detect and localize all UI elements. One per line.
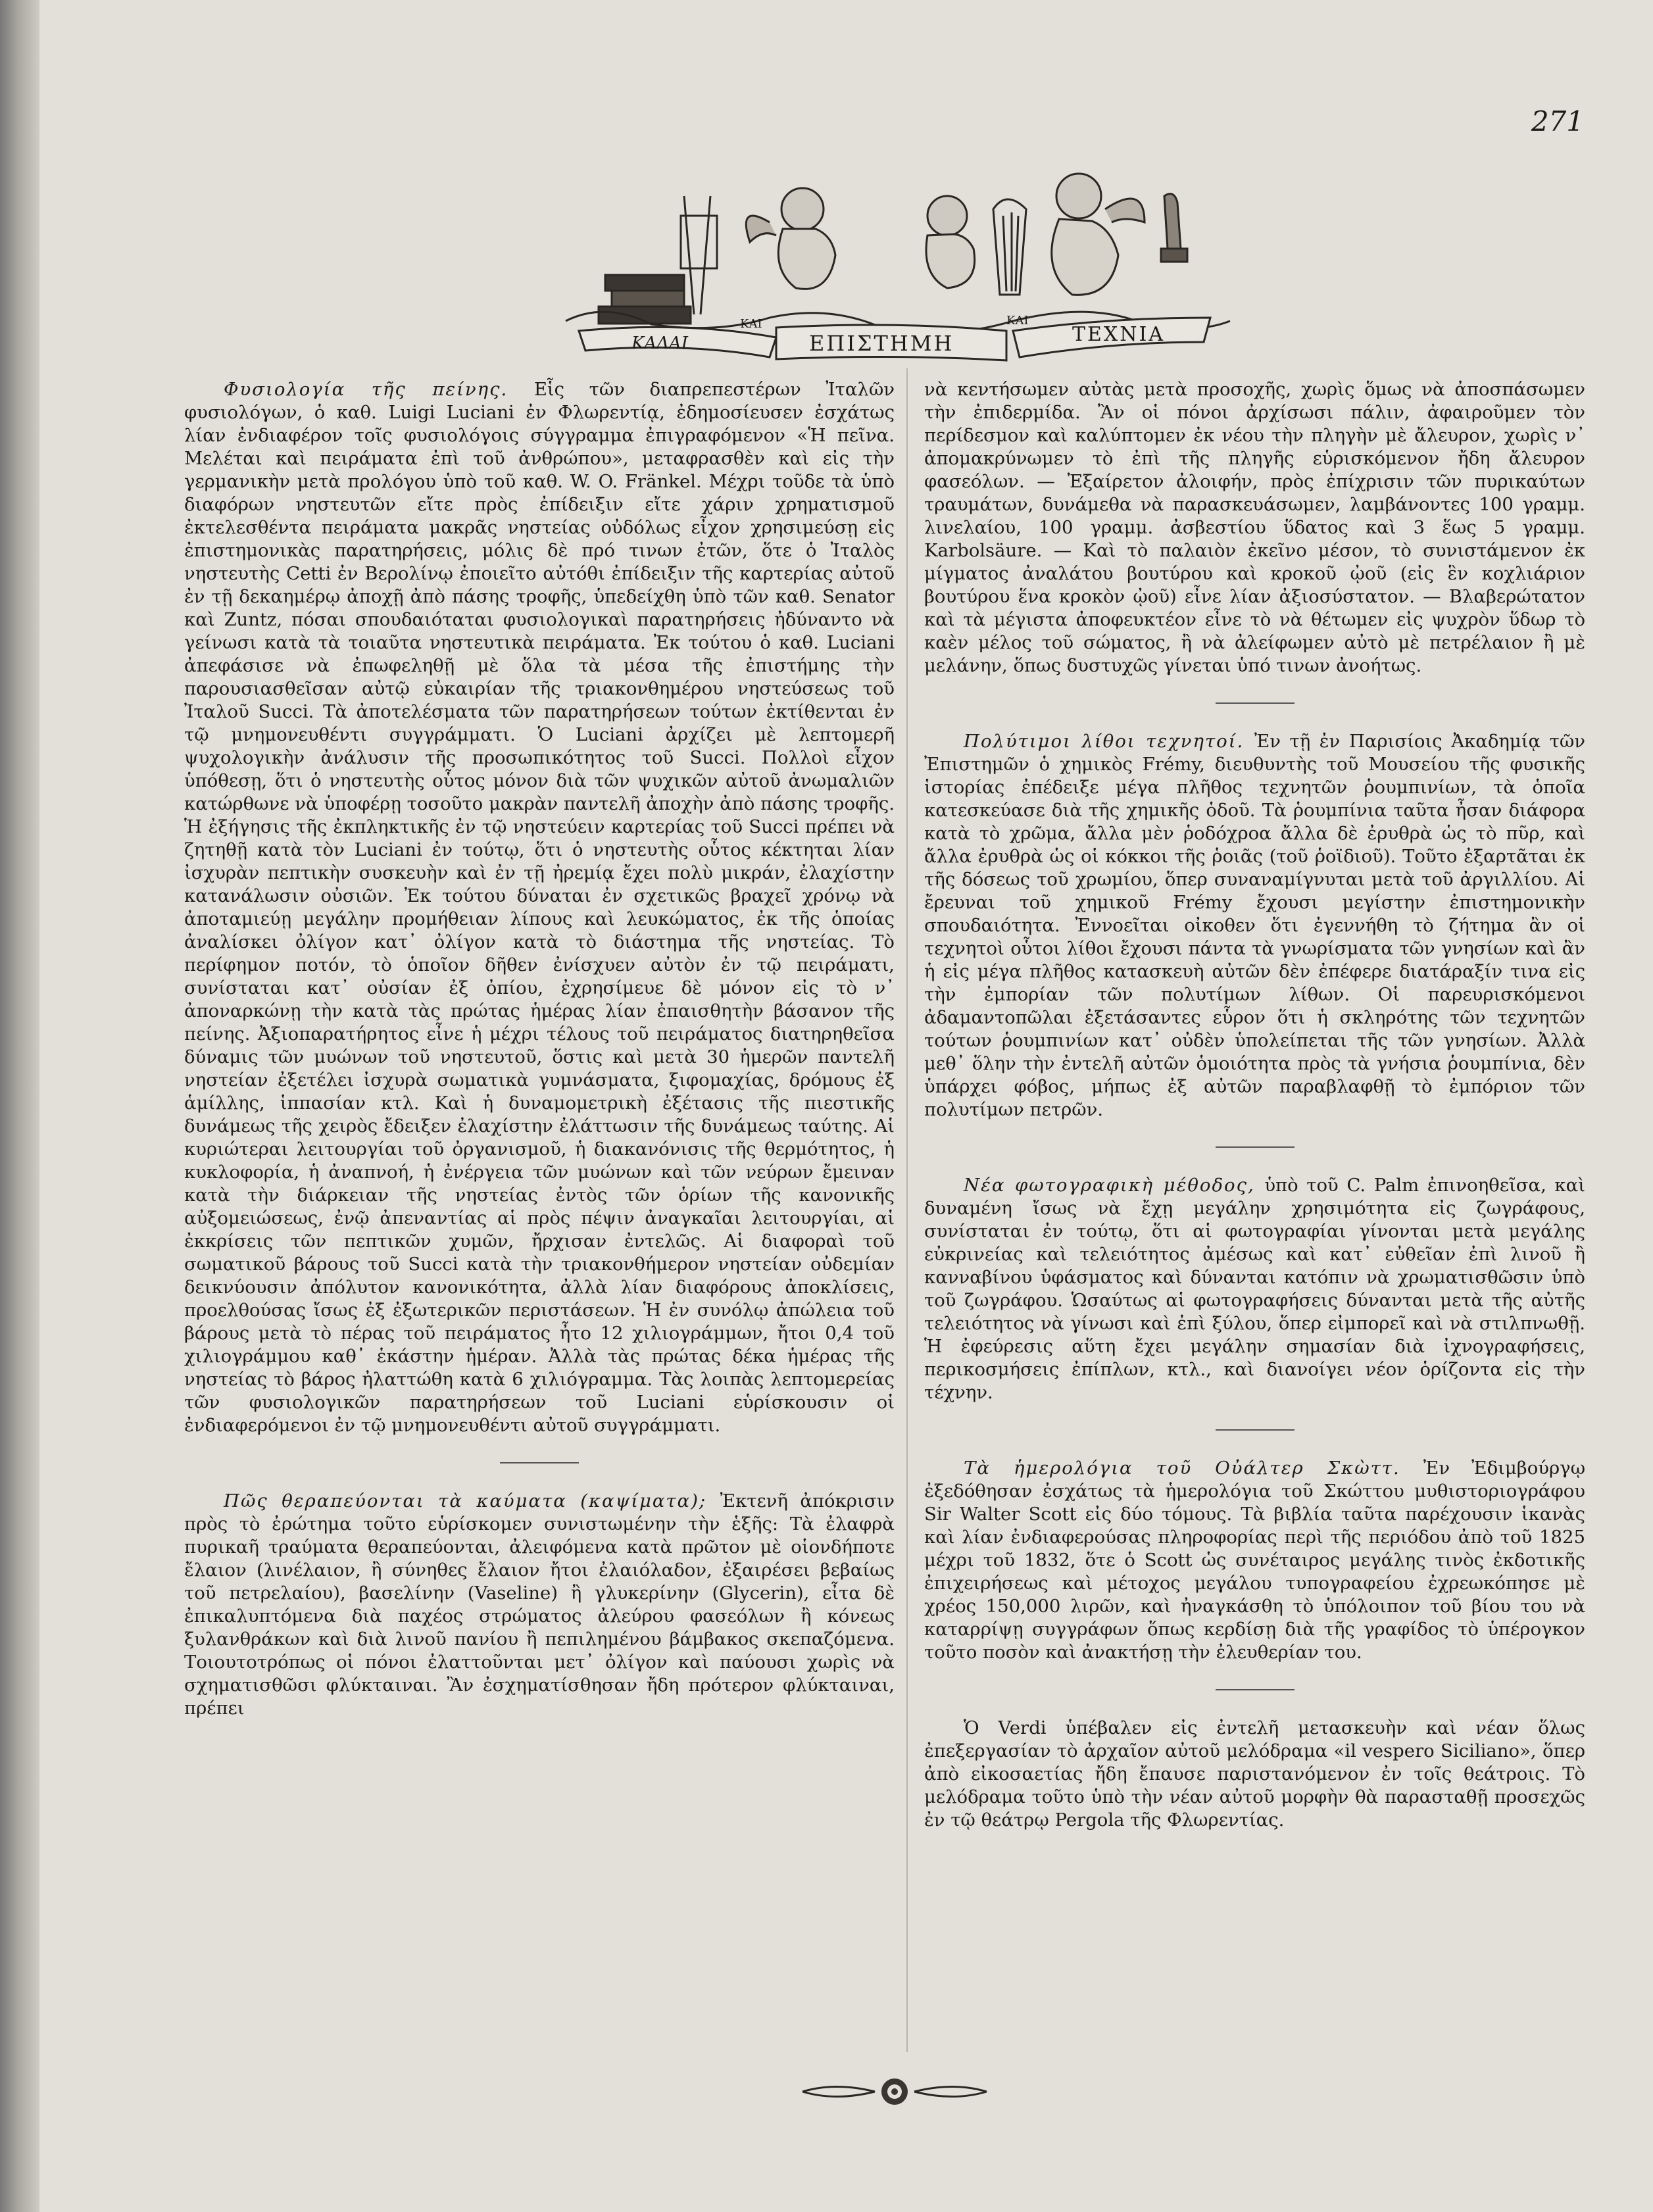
banner-word-5: ΤΕΧΝΙΑ bbox=[1072, 323, 1166, 346]
article-verdi bbox=[924, 1717, 1585, 1832]
banner-word-3: ΕΠΙΣΤΗΜΗ bbox=[809, 331, 954, 356]
right-column bbox=[924, 378, 1585, 1857]
page-number: 271 bbox=[1531, 105, 1584, 137]
article-physiology-of-hunger bbox=[184, 378, 895, 1437]
footer-ornament bbox=[796, 2075, 993, 2108]
left-column bbox=[184, 378, 895, 1745]
article-heading: Νέα φωτογραφικὴ μέθοδος, bbox=[964, 1175, 1265, 1196]
article-body: Εἷς τῶν διαπρεπεστέρων Ἰταλῶν φυσιολόγων, ὁ καθ. Luigi Luciani ἐν Φλωρεντίᾳ, ἐδημοσίευσεν ἐσχάτως λίαν ἐνδιαφέρον τοῖς φυσιολόγοις σύγγραμμα ἐπιγραφόμενον «Ἡ πεῖνα. Μελέται καὶ πειράματα ἐπὶ τοῦ ἀνθρώπου», μεταφρασθὲν καὶ εἰς τὴν γερμανικὴν μετὰ προλόγου ὑπὸ τοῦ καθ. W. O. Fränkel. Μέχρι τοῦδε τὰ ὑπὸ διαφόρων νηστευτῶν εἴτε πρὸς ἐπίδειξιν εἴτε χάριν χρηματισμοῦ ἐκτελεσθέντα πειράματα μακρᾶς νηστείας οὐδόλως εἶχον χρησιμεύσῃ εἰς ἐπιστημονικὰς παρατηρήσεις, μόλις δὲ πρό τινων ἐτῶν, ὅτε ὁ Ἰταλὸς νηστευτὴς Cetti ἐν Βερολίνῳ ἐποιεῖτο αὐτόθι ἐπίδειξιν τῆς καρτερίας αὐτοῦ ἐν τῇ δεκαημέρῳ ἀποχῇ ἀπὸ πάσης τροφῆς, ὑπεδείχθη ὑπὸ τῶν καθ. Senator καὶ Zuntz, πόσαι σπουδαιόταται φυσιολογικαὶ παρατηρήσεις ἠδύναντο νὰ γείνωσι κατὰ τὰ τοιαῦτα νηστευτικὰ πειράματα. Ἐκ τούτου ὁ καθ. Luciani ἀπεφάσισε νὰ ἐπωφεληθῇ μὲ ὅλα τὰ μέσα τῆς ἐπιστήμης τὴν παρουσιασθεῖσαν αὐτῷ εὐκαιρίαν τῆς τριακονθημέρου νηστεύσεως τοῦ Ἰταλοῦ Succi. Τὰ ἀποτελέσματα τῶν παρατηρήσεων τούτων ἐκτίθενται ἐν τῷ μνημονευθέντι συγγράμματι. Ὁ Luciani ἀρχίζει μὲ λεπτομερῆ ψυχολογικὴν ἀνάλυσιν τῆς προσωπικότητος τοῦ Succi. Πολλοὶ εἶχον ὑπόθεσῃ, ὅτι ὁ νηστευτὴς οὗτος μόνον διὰ τῶν ψυχικῶν αὐτοῦ ἀνωμαλιῶν κατώρθωνε νὰ ὑποφέρῃ τοσοῦτο μακρὰν παντελῆ ἀποχὴν ἀπὸ πάσης τροφῆς. Ἡ ἐξήγησις τῆς ἐκπληκτικῆς ἐν τῷ νηστεύειν καρτερίας τοῦ Succi πρέπει νὰ ζητηθῇ κατὰ τὸν Luciani ἐν τούτῳ, ὅτι ὁ νηστευτὴς οὗτος κέκτηται λίαν ἰσχυρὰν πεπτικὴν συσκευὴν καὶ ἐν τῇ ἠρεμίᾳ ἔχει πολὺ μικράν, ἐλαχίστην κατανάλωσιν οὐσιῶν. Ἐκ τούτου δύναται ἐν σχετικῶς βραχεῖ χρόνῳ νὰ ἀποταμιεύῃ μεγάλην προμήθειαν λίπους καὶ λευκώματος, ἐκ τῆς ὁποίας ἀναλίσκει ὀλίγον κατ᾽ ὀλίγον κατὰ τὸ διάστημα τῆς νηστείας. Τὸ περίφημον ποτόν, τὸ ὁποῖον δῆθεν ἐνίσχυεν αὐτὸν ἐν τῷ πειράματι, συνίσταται κατ᾽ οὐσίαν ἐξ ὀπίου, ἐχρησίμευε δὲ μόνον εἰς τὸ ν᾽ ἀποναρκώνῃ τὴν κατὰ τὰς πρώτας ἡμέρας λίαν ἐπαισθητὴν βάσανον τῆς πείνης. Ἀξιοπαρατήρητος εἶνε ἡ μέχρι τέλους τοῦ πειράματος διατηρηθεῖσα δύναμις τῶν μυώνων τοῦ νηστευτοῦ, ὅστις καὶ μετὰ 30 ἡμερῶν παντελῆ νηστείαν ἐξετέλει ἰσχυρὰ σωματικὰ γυμνάσματα, ξιφομαχίας, δρόμους ἐξ ἁμίλλης, ἱππασίαν κτλ. Καὶ ἡ δυναμομετρικὴ ἐξέτασις τῆς πιεστικῆς δυνάμεως τῆς χειρὸς ἔδειξεν ἐλαχίστην ἐλάττωσιν τῆς δυνάμεως ταύτης. Αἱ κυριώτεραι λειτουργίαι τοῦ ὀργανισμοῦ, ἡ διακανόνισις τῆς θερμότητος, ἡ κυκλοφορία, ἡ ἀναπνοή, ἡ ἐνέργεια τῶν μυώνων καὶ τῶν νεύρων ἔμειναν κατὰ τὴν διάρκειαν τῆς νηστείας ἐντὸς τῶν ὁρίων τῆς κανονικῆς αὐξομειώσεως, ἐνῷ ἀπεναντίας αἱ πρὸς πέψιν ἀναγκαῖαι λειτουργίαι, αἱ ἐκκρίσεις τῶν πεπτικῶν χυμῶν, ἤρχισαν ἐντελῶς. Αἱ διαφοραὶ τοῦ σωματικοῦ βάρους τοῦ Succi κατὰ τὴν τριακονθήμερον νηστείαν οὐδεμίαν δεικνύουσιν ἀπόλυτον κανονικότητα, ἀλλὰ λίαν διαφόρους ἀποκλίσεις, προελθούσας ἴσως ἐξ ἐξωτερικῶν περιστάσεων. Ἡ ἐν συνόλῳ ἀπώλεια τοῦ βάρους μετὰ τὸ πέρας τοῦ πειράματος ἦτο 12 χιλιογράμμων, ἤτοι 0,4 τοῦ χιλιογράμμου καθ᾽ ἑκάστην ἡμέραν. Ἀλλὰ τὰς πρώτας δέκα ἡμέρας τῆς νηστείας τὸ βάρος ἠλαττώθη κατὰ 6 χιλιόγραμμα. Τὰς λοιπὰς λεπτομερείας τῶν φυσιολογικῶν παρατηρήσεων τοῦ Luciani εὑρίσκουσιν οἱ ἐνδιαφερόμενοι ἐν τῷ μνημονευθέντι αὐτοῦ συγγράμματι. bbox=[184, 379, 895, 1436]
article-body: Ὁ Verdi ὑπέβαλεν εἰς ἐντελῆ μετασκευὴν καὶ νέαν ὅλως ἐπεξεργασίαν τὸ ἀρχαῖον αὐτοῦ μελόδραμα «il vespero Siciliano», ὅπερ ἀπὸ εἰκοσαετίας ἤδη ἔπαυσε παριστανόμενον ἐν τοῖς θεάτροις. Τὸ μελόδραμα τοῦτο ὑπὸ τὴν νέαν αὐτοῦ μορφὴν θὰ παρασταθῇ προσεχῶς ἐν τῷ θεάτρῳ Pergola τῆς Φλωρεντίας. bbox=[924, 1717, 1585, 1831]
section-rule bbox=[1216, 1689, 1295, 1690]
article-walter-scott-diaries bbox=[924, 1457, 1585, 1664]
article-body: νὰ κεντήσωμεν αὐτὰς μετὰ προσοχῆς, χωρὶς ὅμως νὰ ἀποσπάσωμεν τὴν ἐπιδερμίδα. Ἂν οἱ πόνοι ἀρχίσωσι πάλιν, ἀφαιροῦμεν τὸν περίδεσμον καὶ καλύπτομεν ἐκ νέου τὴν πληγὴν μὲ ἄλευρον, χωρὶς ν᾽ ἀπομακρύνωμεν τὸ ἐπὶ τῆς πληγῆς εὑρισκόμενον ἤδη ἄλευρον φασεόλων. — Ἐξαίρετον ἀλοιφήν, πρὸς ἐπίχρισιν τῶν πυρικαύτων τραυμάτων, δυνάμεθα νὰ παρασκευάσωμεν, λαμβάνοντες 100 γραμμ. λινελαίου, 100 γραμμ. ἀσβεστίου ὕδατος καὶ 3 ἕως 5 γραμμ. Karbolsäure. — Καὶ τὸ παλαιὸν ἐκεῖνο μέσον, τὸ συνιστάμενον ἐκ μίγματος ἀναλάτου βουτύρου καὶ κροκοῦ ᾠοῦ (εἰς ἓν κοχλιάριον βουτύρου ἕνα κροκὸν ᾠοῦ) εἶνε λίαν ἀξιοσύστατον. — Βλαβερώτατον καὶ τὰ μέγιστα ἀποφευκτέον εἶνε τὸ νὰ θέτωμεν εἰς ψυχρὸν ὕδωρ τὸ καὲν μέλος τοῦ σώματος, ἢ νὰ ἀλείφωμεν αὐτὸ μὲ πετρέλαιον ἢ μὲ μελάνην, ὅπως δυστυχῶς γίνεται ὑπό τινων ἀνοήτως. bbox=[924, 379, 1585, 676]
article-body: Ἐν Ἐδιμβούργῳ ἐξεδόθησαν ἐσχάτως τὰ ἡμερολόγια τοῦ Σκώττου μυθιστοριογράφου Sir Walter Scott εἰς δύο τόμους. Τὰ βιβλία ταῦτα παρέχουσιν ἱκανὰς καὶ λίαν ἐνδιαφερούσας πληροφορίας περὶ τῆς περιόδου ἀπὸ τοῦ 1825 μέχρι τοῦ 1832, ὅτε ὁ Scott ὡς συνέταιρος μεγάλης τινὸς ἐκδοτικῆς ἐπιχειρήσεως καὶ μέτοχος μεγάλου τυπογραφείου ἐχρεωκόπησε μὲ χρέος 150,000 λιρῶν, καὶ ἠναγκάσθη τὸ ὑπόλοιπον τοῦ βίου του νὰ καταρρίψῃ συγγράφων ὅπως κερδίσῃ διὰ τῆς γραφίδος τὸ ὑπέρογκον τοῦτο ποσὸν καὶ ἀνακτήσῃ τὴν ἐλευθερίαν του. bbox=[924, 1458, 1585, 1663]
article-body: Ἐν τῇ ἐν Παρισίοις Ἀκαδημίᾳ τῶν Ἐπιστημῶν ὁ χημικὸς Frémy, διευθυντὴς τοῦ Μουσείου τῆς φυσικῆς ἱστορίας ἐπέδειξε μέγα πλῆθος τεχνητῶν ῥουμπινίων, τὰ ὁποῖα κατεσκεύασε διὰ τῆς χημικῆς ὁδοῦ. Τὰ ῥουμπίνια ταῦτα ἦσαν διάφορα κατὰ τὸ χρῶμα, ἄλλα μὲν ῥοδόχροα ἄλλα δὲ ἐρυθρὰ ὡς τὸ πῦρ, καὶ ἄλλα ἐρυθρὰ ὡς οἱ κόκκοι τῆς ῥοιᾶς (τοῦ ῥοϊδιοῦ). Τοῦτο ἐξαρτᾶται ἐκ τῆς δόσεως τοῦ χρωμίου, ὅπερ συναναμίγνυται μετὰ τοῦ ἀργιλλίου. Αἱ ἔρευναι τοῦ χημικοῦ Frémy ἔχουσι μεγίστην ἐπιστημονικὴν σπουδαιότητα. Ἐννοεῖται οἰκοθεν ὅτι ἐγεννήθη τὸ ζήτημα ἂν οἱ τεχνητοὶ οὗτοι λίθοι ἔχουσι πάντα τὰ γνωρίσματα τῶν γνησίων καὶ ἂν ἡ εἰς μέγα πλῆθος κατασκευὴ αὐτῶν δὲν ἐπέφερε διατάραξίν τινα εἰς τὴν ἐμπορίαν τῶν πολυτίμων λίθων. Οἱ παρευρισκόμενοι ἀδαμαντοπῶλαι ἐξετάσαντες εὗρον ὅτι ἡ σκληρότης τῶν τεχνητῶν τούτων ῥουμπινίων κατ᾽ οὐδὲν ὑπολείπεται τῆς τῶν γνησίων. Ἀλλὰ μεθ᾽ ὅλην τὴν ἐντελῆ αὐτῶν ὁμοιότητα πρὸς τὰ γνήσια ῥουμπίνια, δὲν ὑπάρχει φόβος, μήπως ἐξ αὐτῶν παραβλαφθῇ τὸ ἐμπόριον τῶν πολυτίμων πετρῶν. bbox=[924, 731, 1585, 1120]
article-body: Ἐκτενῆ ἀπόκρισιν πρὸς τὸ ἐρώτημα τοῦτο εὑρίσκομεν συνιστωμένην τὴν ἑξῆς: Τὰ ἐλαφρὰ πυρικαῆ τραύματα θεραπεύονται, ἀλειφόμενα κατὰ πρῶτον μὲ οἱονδήποτε ἔλαιον (λινέλαιον, ἢ σύνηθες ἔλαιον ἤτοι ἐλαιόλαδον, ἐξαιρέσει βεβαίως τοῦ πετρελαίου), βασελίνην (Vaseline) ἢ γλυκερίνην (Glycerin), εἶτα δὲ ἐπικαλυπτόμενα διὰ παχέος στρώματος ἀλεύρου φασεόλων ἢ κόνεως ξυλανθράκων καὶ διὰ λινοῦ πανίου ἢ πεπιλημένου βάμβακος σκεπαζόμενα. Τοιουτοτρόπως οἱ πόνοι ἐλαττοῦνται μετ᾽ ὀλίγον καὶ παύουσι χωρὶς νὰ σχηματισθῶσι φλύκταιναι. Ἂν ἐσχηματίσθησαν ἤδη πρότερον φλύκταιναι, πρέπει bbox=[184, 1490, 895, 1719]
page bbox=[39, 0, 1653, 2212]
article-heading: Φυσιολογία τῆς πείνης. bbox=[224, 379, 534, 400]
section-rule bbox=[500, 1462, 579, 1463]
article-photographic-method bbox=[924, 1174, 1585, 1404]
article-artificial-gems bbox=[924, 730, 1585, 1121]
article-burns-treatment bbox=[184, 1490, 895, 1720]
article-heading: Πῶς θεραπεύονται τὰ καύματα (καψίματα); bbox=[224, 1490, 720, 1512]
article-burns-treatment-continued bbox=[924, 378, 1585, 677]
article-heading: Πολύτιμοι λίθοι τεχνητοί. bbox=[964, 731, 1254, 752]
section-rule bbox=[1216, 1429, 1295, 1431]
column-divider bbox=[906, 368, 908, 2052]
banner-word-2: ΚΑΙ bbox=[740, 317, 762, 331]
cherub-banner-illustration bbox=[553, 170, 1237, 367]
banner-word-4: ΚΑΙ bbox=[1006, 314, 1029, 328]
section-rule bbox=[1216, 1146, 1295, 1148]
article-body: ὑπὸ τοῦ C. Palm ἐπινοηθεῖσα, καὶ δυναμένη ἴσως νὰ ἔχῃ μεγάλην χρησιμότητα εἰς ζωγράφους, συνίσταται ἐν τούτῳ, ὅτι αἱ φωτογραφίαι γίνονται μετὰ μεγάλης εὐκρινείας καὶ τελειότητος ἀμέσως καὶ κατ᾽ εὐθεῖαν ἐπὶ λινοῦ ἢ κανναβίνου ὑφάσματος καὶ δύνανται κατόπιν νὰ χρωματισθῶσιν ὑπὸ τοῦ ζωγράφου. Ὡσαύτως αἱ φωτογραφήσεις δύνανται μετὰ τῆς αὐτῆς τελειότητος νὰ γίνωσι καὶ ἐπὶ ξύλου, ὅπερ εἰμπορεῖ καὶ νὰ στιλπνωθῇ. Ἡ ἐφεύρεσις αὕτη ἔχει μεγάλην σημασίαν διὰ ἰχνογραφήσεις, περικοσμήσεις ἐπίπλων, κτλ., καὶ διανοίγει νέον ὁρίζοντα εἰς τὴν τέχνην. bbox=[924, 1175, 1585, 1403]
article-heading: Τὰ ἡμερολόγια τοῦ Οὐάλτερ Σκὼττ. bbox=[964, 1458, 1423, 1479]
section-rule bbox=[1216, 702, 1295, 704]
banner-word-1: ΚΑΛΑΙ bbox=[631, 333, 689, 353]
book-binding-shadow bbox=[0, 0, 39, 2212]
